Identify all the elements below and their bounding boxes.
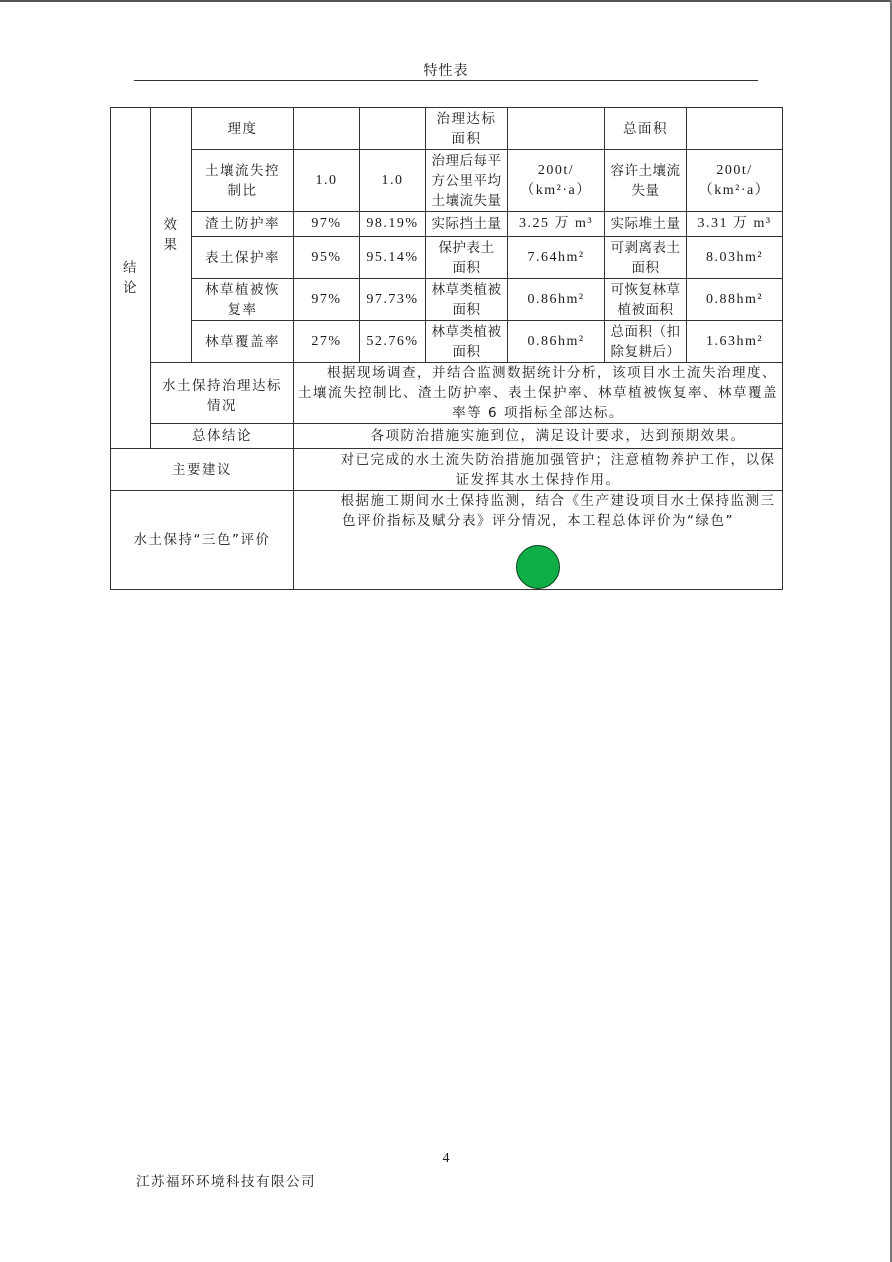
table-row xyxy=(111,108,783,150)
item-cell: 实际堆土量 xyxy=(605,212,687,237)
table-row xyxy=(111,491,783,590)
page-top-border xyxy=(0,0,892,2)
indicator-cell: 表土保护率 xyxy=(192,237,294,279)
item-cell: 治理后每平 方公里平均 土壤流失量 xyxy=(426,150,508,212)
achieved-cell: 98.19% xyxy=(360,212,426,237)
achieved-cell: 95.14% xyxy=(360,237,426,279)
value-cell: 7.64hm² xyxy=(508,237,605,279)
target-cell: 1.0 xyxy=(294,150,360,212)
target-cell: 27% xyxy=(294,321,360,363)
value-cell: 200t/ （km²·a） xyxy=(508,150,605,212)
value-cell: 0.86hm² xyxy=(508,321,605,363)
table-row xyxy=(111,279,783,321)
three-color-cell xyxy=(294,491,783,590)
item-cell: 总面积（扣 除复耕后） xyxy=(605,321,687,363)
indicator-cell: 理度 xyxy=(192,108,294,150)
value-cell: 0.86hm² xyxy=(508,279,605,321)
value-cell: 1.63hm² xyxy=(687,321,783,363)
compliance-label: 水土保持治理达标 情况 xyxy=(151,363,294,424)
item-cell: 容许土壤流 失量 xyxy=(605,150,687,212)
value-cell: 200t/ （km²·a） xyxy=(687,150,783,212)
item-cell: 林草类植被 面积 xyxy=(426,321,508,363)
table-row xyxy=(111,237,783,279)
item-cell: 可剥离表土 面积 xyxy=(605,237,687,279)
achieved-cell xyxy=(360,108,426,150)
indicator-cell: 渣土防护率 xyxy=(192,212,294,237)
value-cell xyxy=(508,108,605,150)
achieved-cell: 97.73% xyxy=(360,279,426,321)
target-cell: 97% xyxy=(294,279,360,321)
page-header-title: 特性表 xyxy=(423,63,469,79)
value-cell: 0.88hm² xyxy=(687,279,783,321)
indicator-cell: 土壤流失控 制比 xyxy=(192,150,294,212)
overall-text: 各项防治措施实施到位，满足设计要求，达到预期效果。 xyxy=(294,424,783,449)
characteristics-table xyxy=(110,107,783,590)
effect-label: 效 果 xyxy=(151,108,192,363)
suggestions-label: 主要建议 xyxy=(111,449,294,491)
page-number: 4 xyxy=(442,1151,450,1166)
table-row xyxy=(111,363,783,424)
value-cell: 8.03hm² xyxy=(687,237,783,279)
green-rating-circle xyxy=(516,545,560,589)
item-cell: 治理达标 面积 xyxy=(426,108,508,150)
table-row xyxy=(111,449,783,491)
indicator-cell: 林草植被恢 复率 xyxy=(192,279,294,321)
item-cell: 可恢复林草 植被面积 xyxy=(605,279,687,321)
table-row xyxy=(111,321,783,363)
value-cell: 3.31 万 m³ xyxy=(687,212,783,237)
value-cell: 3.25 万 m³ xyxy=(508,212,605,237)
conclusion-label: 结 论 xyxy=(111,108,151,449)
header-divider xyxy=(134,80,758,81)
target-cell: 97% xyxy=(294,212,360,237)
item-cell: 实际挡土量 xyxy=(426,212,508,237)
achieved-cell: 1.0 xyxy=(360,150,426,212)
indicator-cell: 林草覆盖率 xyxy=(192,321,294,363)
three-color-label: 水土保持“三色”评价 xyxy=(111,491,294,590)
target-cell xyxy=(294,108,360,150)
compliance-text: 根据现场调查，并结合监测数据统计分析，该项目水土流失治理度、土壤流失控制比、渣土防护率、表土保护率、林草植被恢复率、林草覆盖率等 6 项指标全部达标。 xyxy=(294,363,783,424)
company-name: 江苏福环环境科技有限公司 xyxy=(136,1174,316,1190)
item-cell: 总面积 xyxy=(605,108,687,150)
item-cell: 保护表土 面积 xyxy=(426,237,508,279)
achieved-cell: 52.76% xyxy=(360,321,426,363)
three-color-text: 根据施工期间水土保持监测，结合《生产建设项目水土保持监测三色评价指标及赋分表》评分情况，本工程总体评价为“绿色” xyxy=(340,493,776,529)
table-row xyxy=(111,424,783,449)
table-row xyxy=(111,150,783,212)
table-row xyxy=(111,212,783,237)
value-cell xyxy=(687,108,783,150)
target-cell: 95% xyxy=(294,237,360,279)
suggestions-text: 对已完成的水土流失防治措施加强管护；注意植物养护工作，以保证发挥其水土保持作用。 xyxy=(294,449,783,491)
overall-label: 总体结论 xyxy=(151,424,294,449)
item-cell: 林草类植被 面积 xyxy=(426,279,508,321)
